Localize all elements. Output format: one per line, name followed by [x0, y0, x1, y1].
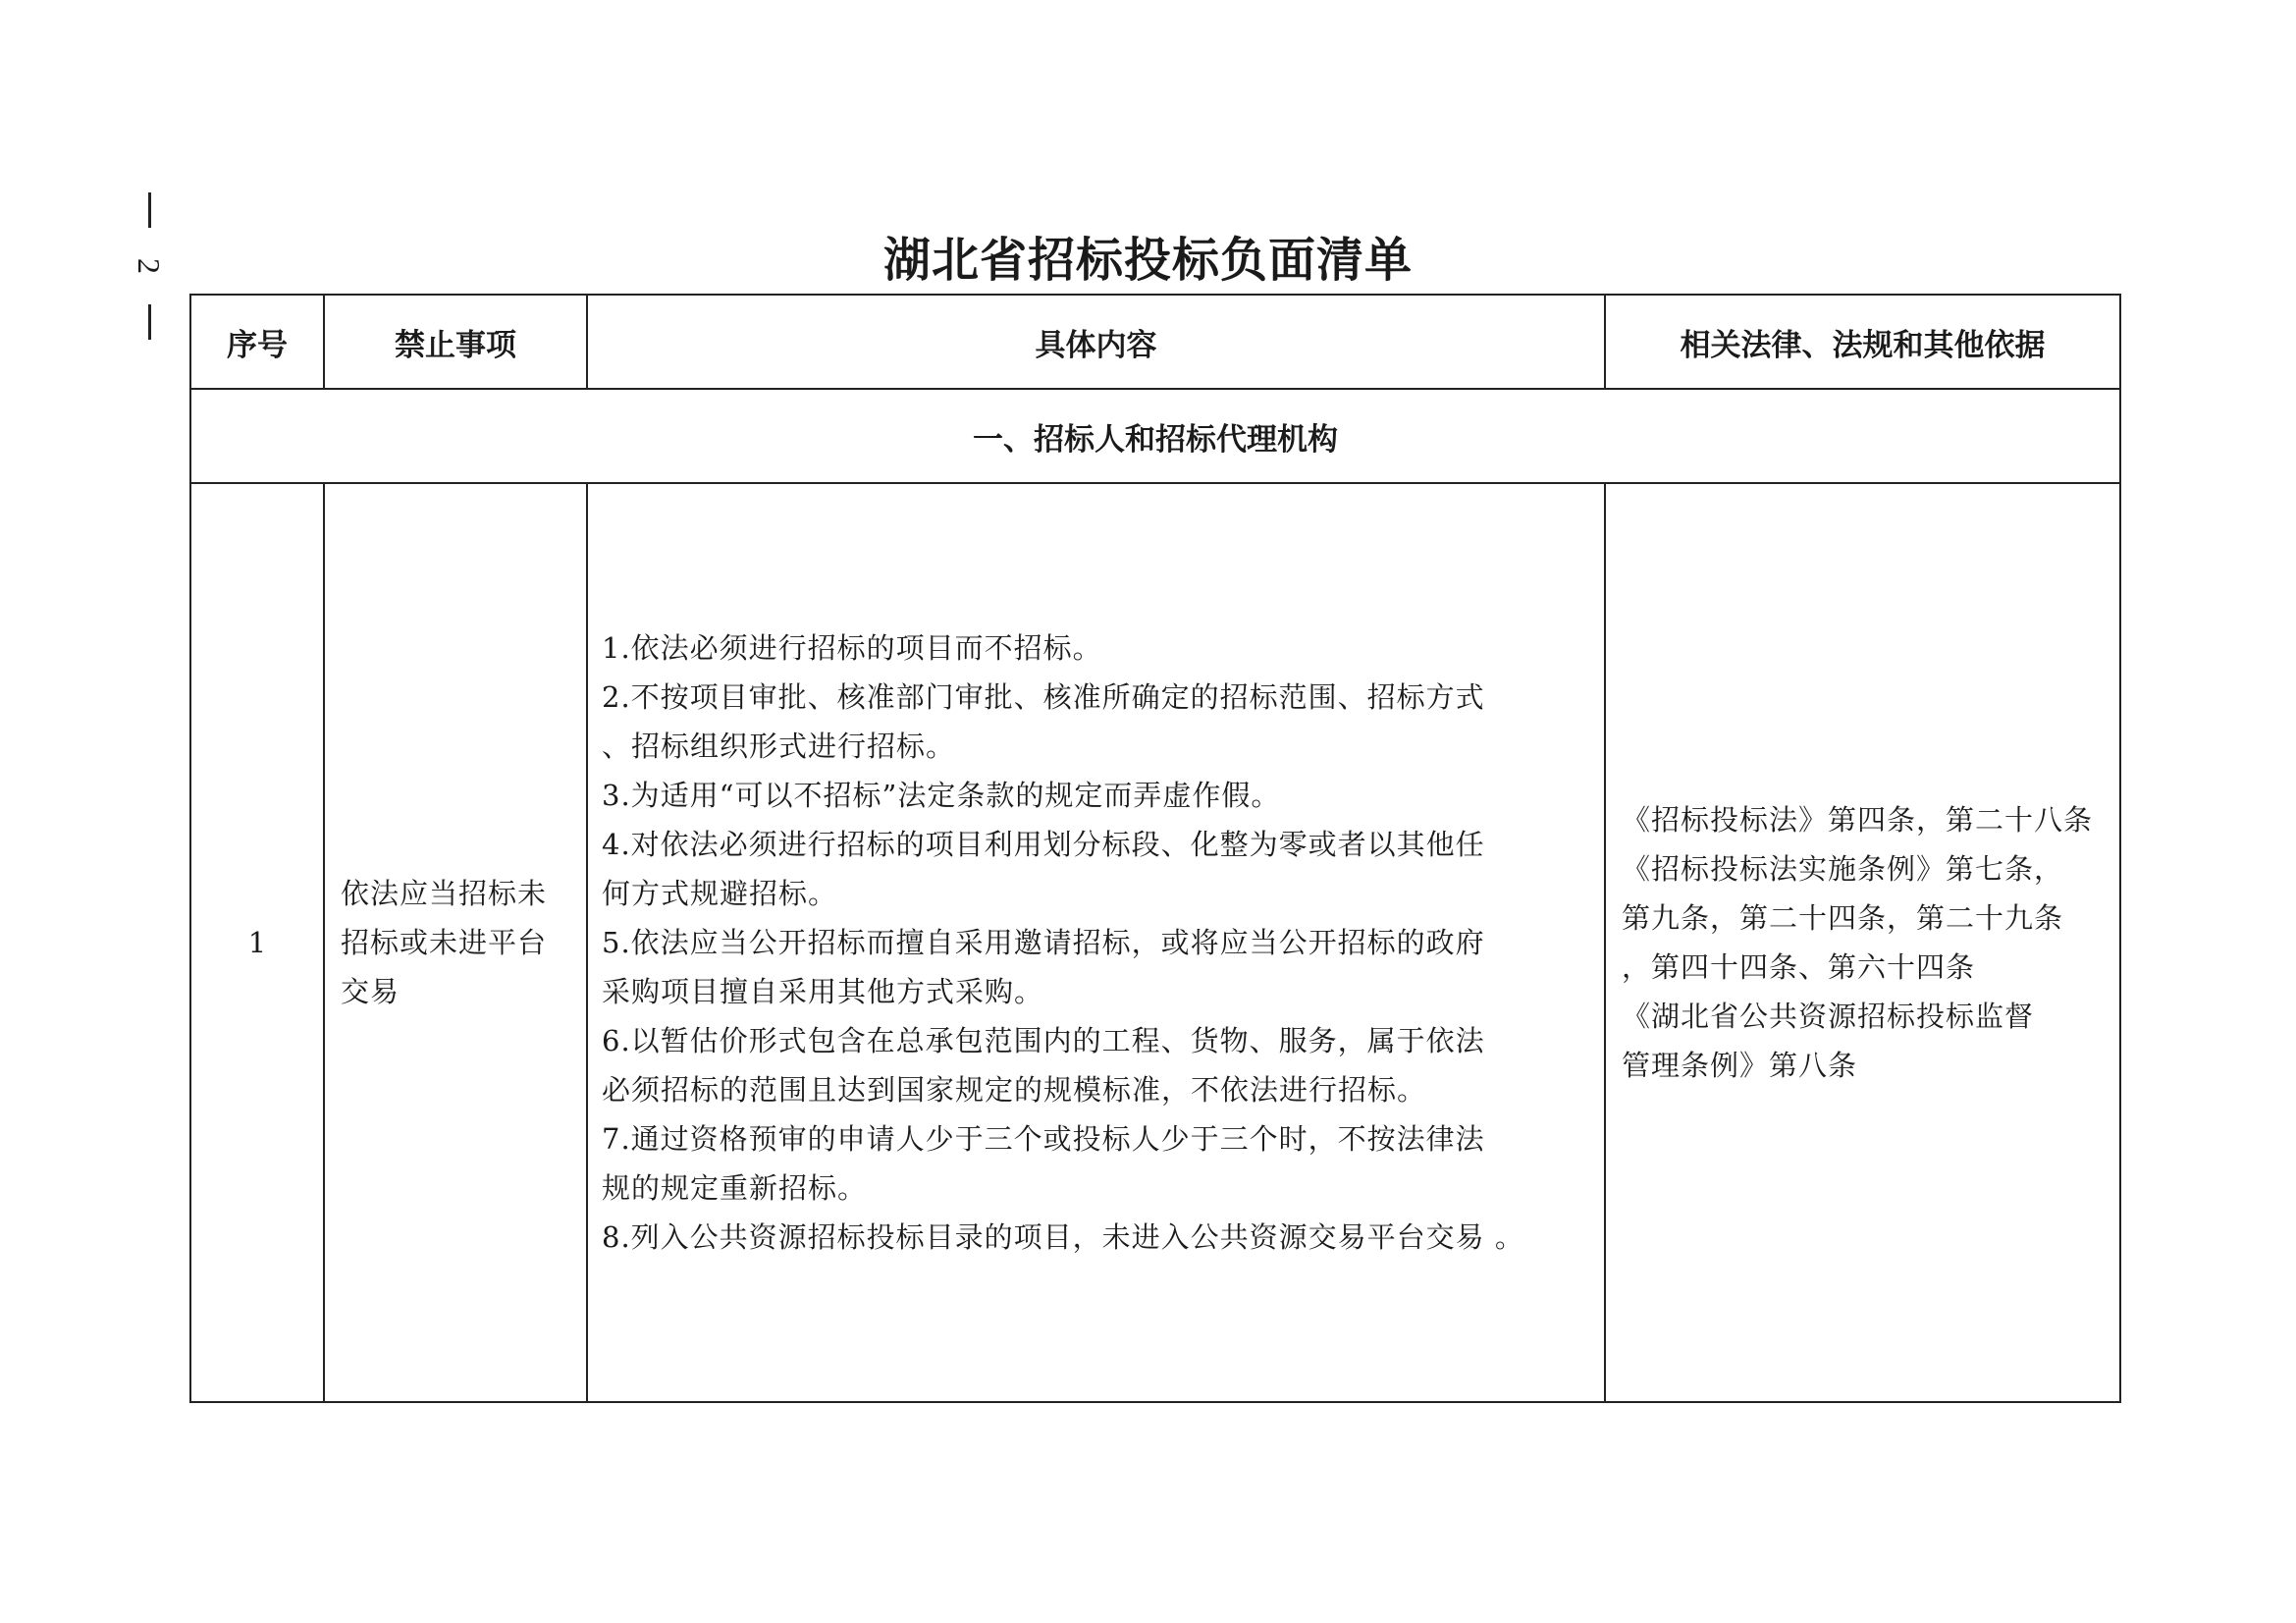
row-prohibited-item [324, 483, 587, 1402]
page-number-value: 2 [132, 258, 167, 274]
content-line: 1.依法必须进行招标的项目而不招标。 [602, 631, 1102, 665]
content-line: 必须招标的范围且达到国家规定的规模标准，不依法进行招标。 [602, 1073, 1427, 1107]
row-specific-content [587, 483, 1605, 1402]
content-line: 采购项目擅自采用其他方式采购。 [602, 975, 1044, 1008]
table-header-row [190, 295, 2120, 389]
item-line: 交易 [341, 975, 400, 1008]
item-line: 招标或未进平台 [341, 926, 548, 959]
content-line: 5.依法应当公开招标而擅自采用邀请招标，或将应当公开招标的政府 [602, 926, 1485, 959]
content-line: 7.通过资格预审的申请人少于三个或投标人少于三个时，不按法律法 [602, 1122, 1485, 1156]
content-line: 、招标组织形式进行招标。 [602, 730, 956, 763]
header-legal-basis: 相关法律、法规和其他依据 [1605, 295, 2120, 389]
content-line: 规的规定重新招标。 [602, 1171, 868, 1205]
header-specific-content: 具体内容 [587, 295, 1605, 389]
row-seq: 1 [190, 483, 324, 1402]
section-title: 一、招标人和招标代理机构 [190, 389, 2120, 483]
basis-line: ，第四十四条、第六十四条 [1622, 950, 1976, 984]
basis-line: 《招标投标法实施条例》第七条， [1622, 852, 2064, 886]
page-number-dash-bottom [148, 304, 151, 340]
section-row [190, 389, 2120, 483]
content-line: 何方式规避招标。 [602, 877, 838, 910]
content-line: 6.以暂估价形式包含在总承包范围内的工程、货物、服务，属于依法 [602, 1024, 1485, 1057]
content-line: 8.列入公共资源招标投标目录的项目，未进入公共资源交易平台交易 。 [602, 1220, 1524, 1254]
content-line: 4.对依法必须进行招标的项目利用划分标段、化整为零或者以其他任 [602, 828, 1485, 861]
header-prohibited-item: 禁止事项 [324, 295, 587, 389]
content-line: 2.不按项目审批、核准部门审批、核准所确定的招标范围、招标方式 [602, 680, 1485, 714]
basis-line: 第九条，第二十四条，第二十九条 [1622, 901, 2064, 935]
document-title: 湖北省招标投标负面清单 [882, 233, 1413, 288]
table-row [190, 483, 2120, 1402]
basis-line: 《招标投标法》第四条，第二十八条 [1622, 803, 2094, 837]
content-line: 3.为适用“可以不招标”法定条款的规定而弄虚作假。 [602, 779, 1281, 812]
item-line: 依法应当招标未 [341, 877, 548, 910]
basis-line: 《湖北省公共资源招标投标监督 [1622, 1000, 2035, 1033]
header-seq: 序号 [190, 295, 324, 389]
row-legal-basis [1605, 483, 2120, 1402]
negative-list-table [189, 294, 2121, 1403]
basis-line: 管理条例》第八条 [1622, 1049, 1858, 1082]
